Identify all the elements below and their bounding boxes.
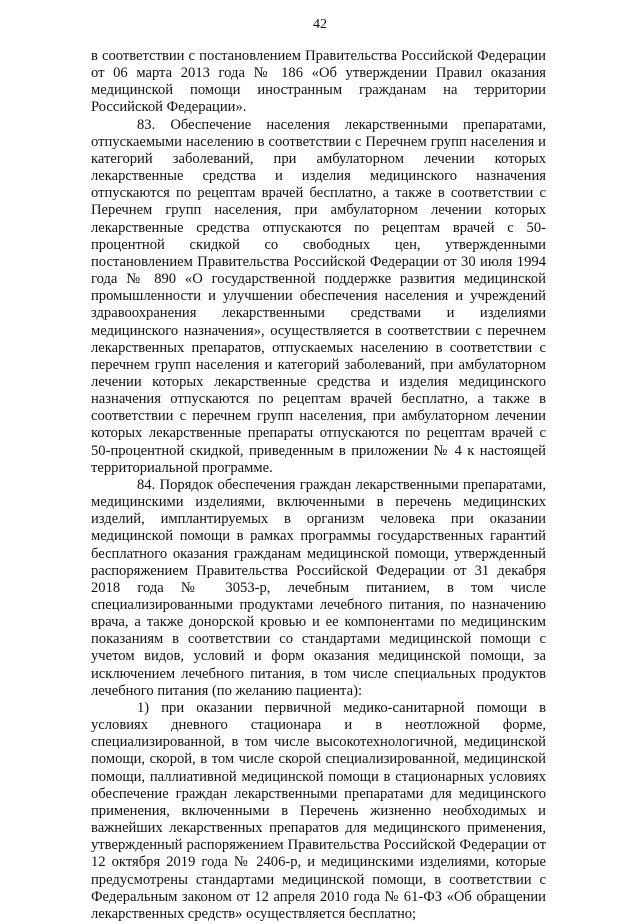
document-body xyxy=(91,48,546,923)
paragraph-continuation: в соответствии с постановлением Правительства Российской Федерации от 06 марта 2013 года № 186 «Об утверждении Правил оказания медицинской помощи иностранным гражданам на территории Российской Федерации». xyxy=(91,48,546,116)
paragraph-84: 84. Порядок обеспечения граждан лекарственными препаратами, медицинскими изделиями, включенными в перечень медицинских изделий, имплантируемых в организм человека при оказании медицинской помощи в рамках программы государственных гарантий бесплатного оказания гражданам медицинской помощи, утвержденный распоряжением Правительства Российской Федерации от 31 декабря 2018 года № 3053-р, лечебным питанием, в том числе специализированными продуктами лечебного питания, по назначению врача, а также донорской кровью и ее компонентами по медицинским показаниям в соответствии со стандартами медицинской помощи с учетом видов, условий и форм оказания медицинской помощи, за исключением лечебного питания, в том числе специальных продуктов лечебного питания (по желанию пациента): xyxy=(91,476,546,699)
page-number: 42 xyxy=(313,17,327,32)
paragraph-83: 83. Обеспечение населения лекарственными препаратами, отпускаемыми населению в соответствии с Перечнем групп населения и категорий заболеваний, при амбулаторном лечении которых лекарственные средства и изделия медицинского назначения отпускаются по рецептам врачей бесплатно, а также в соответствии с Перечнем групп населения, при амбулаторном лечении которых лекарственные средства отпускаются по рецептам врачей с 50-процентной скидкой со свободных цен, утвержденными постановлением Правительства Российской Федерации от 30 июля 1994 года № 890 «О государственной поддержке развития медицинской промышленности и улучшении обеспечения населения и учреждений здравоохранения лекарственными средствами и изделиями медицинского назначения», осуществляется в соответствии с перечнем лекарственных препаратов, отпускаемых населению в соответствии с перечнем групп населения и категорий заболеваний, при амбулаторном лечении которых лекарственные средства и изделия медицинского назначения отпускаются по рецептам врачей бесплатно, а также в соответствии с перечнем групп населения, при амбулаторном лечении которых лекарственные препараты отпускаются по рецептам врачей с 50-процентной скидкой, приведенным в приложении № 4 к настоящей территориальной программе. xyxy=(91,116,546,476)
paragraph-84-item-1: 1) при оказании первичной медико-санитарной помощи в условиях дневного стационара и в неотложной форме, специализированной, в том числе высокотехнологичной, медицинской помощи, скорой, в том числе скорой специализированной, медицинской помощи, паллиативной медицинской помощи в стационарных условиях обеспечение граждан лекарственными препаратами для медицинского применения, включенными в Перечень жизненно необходимых и важнейших лекарственных препаратов для медицинского применения, утвержденный распоряжением Правительства Российской Федерации от 12 октября 2019 года № 2406-р, и медицинскими изделиями, которые предусмотрены стандартами медицинской помощи, в соответствии с Федеральным законом от 12 апреля 2010 года № 61-ФЗ «Об обращении лекарственных средств» осуществляется бесплатно; xyxy=(91,699,546,922)
